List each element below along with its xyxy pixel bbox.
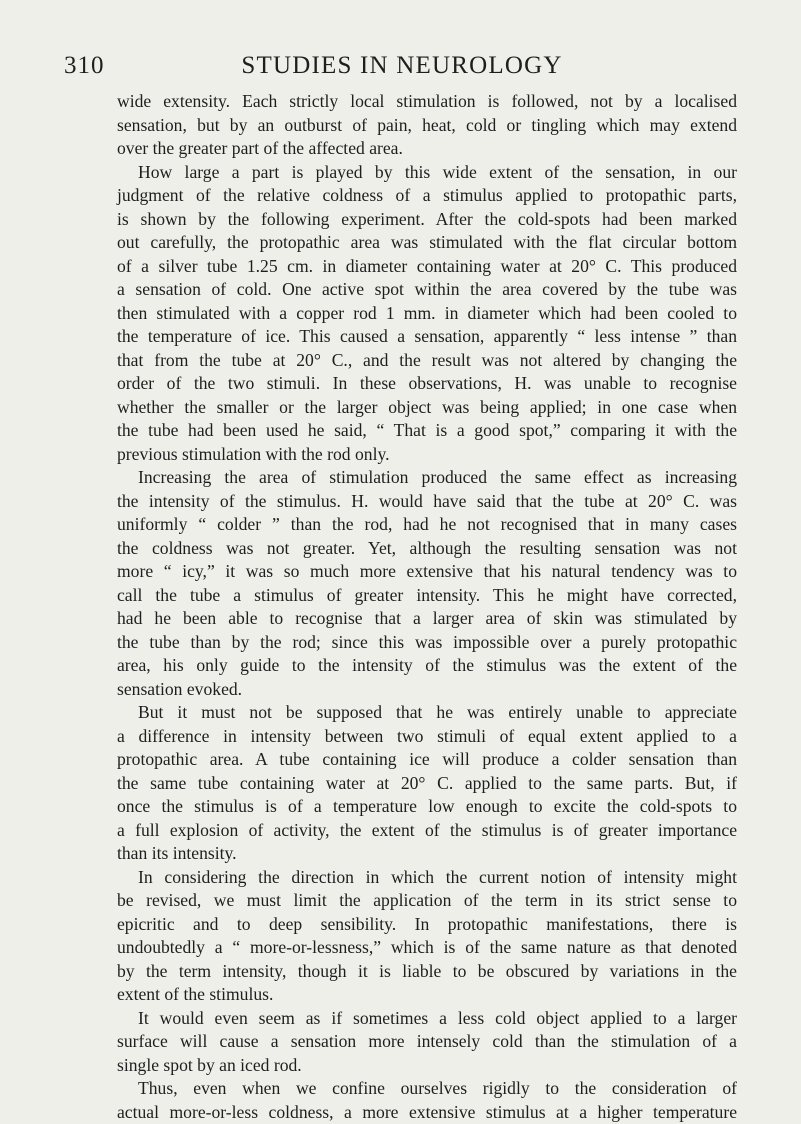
text-line: call the tube a stimulus of greater intensity. This he might have corrected, <box>117 584 737 608</box>
text-line: area, his only guide to the intensity of the stimulus was the extent of the <box>117 654 737 678</box>
text-line: extent of the stimulus. <box>117 983 737 1007</box>
text-line: then stimulated with a copper rod 1 mm. in diameter which had been cooled to <box>117 302 737 326</box>
text-line: the same tube containing water at 20° C. applied to the same parts. But, if <box>117 772 737 796</box>
text-line: surface will cause a sensation more intensely cold than the stimulation of a <box>117 1030 737 1054</box>
running-title: STUDIES IN NEUROLOGY <box>64 52 740 80</box>
page-number: 310 <box>64 52 105 80</box>
text-line: more “ icy,” it was so much more extensive that his natural tendency was to <box>117 560 737 584</box>
text-line: But it must not be supposed that he was entirely unable to appreciate <box>117 701 737 725</box>
text-line: the intensity of the stimulus. H. would have said that the tube at 20° C. was <box>117 490 737 514</box>
text-line: sensation evoked. <box>117 678 737 702</box>
text-line: In considering the direction in which the current notion of intensity might <box>117 866 737 890</box>
text-line: the tube had been used he said, “ That is a good spot,” comparing it with the <box>117 419 737 443</box>
text-line: uniformly “ colder ” than the rod, had he not recognised that in many cases <box>117 513 737 537</box>
text-line: order of the two stimuli. In these observations, H. was unable to recognise <box>117 372 737 396</box>
text-line: the tube than by the rod; since this was impossible over a purely protopathic <box>117 631 737 655</box>
text-line: of a silver tube 1.25 cm. in diameter containing water at 20° C. This produced <box>117 255 737 279</box>
text-line: had he been able to recognise that a larger area of skin was stimulated by <box>117 607 737 631</box>
text-line: a difference in intensity between two stimuli of equal extent applied to a <box>117 725 737 749</box>
text-line: Increasing the area of stimulation produced the same effect as increasing <box>117 466 737 490</box>
text-line: out carefully, the protopathic area was stimulated with the flat circular bottom <box>117 231 737 255</box>
text-line: epicritic and to deep sensibility. In protopathic manifestations, there is <box>117 913 737 937</box>
text-line: judgment of the relative coldness of a stimulus applied to protopathic parts, <box>117 184 737 208</box>
text-line: by the term intensity, though it is liable to be obscured by variations in the <box>117 960 737 984</box>
text-line: the coldness was not greater. Yet, although the resulting sensation was not <box>117 537 737 561</box>
text-line: previous stimulation with the rod only. <box>117 443 737 467</box>
text-line: a sensation of cold. One active spot within the area covered by the tube was <box>117 278 737 302</box>
text-line: whether the smaller or the larger object was being applied; in one case when <box>117 396 737 420</box>
text-line: a full explosion of activity, the extent of the stimulus is of greater importance <box>117 819 737 843</box>
text-line: the temperature of ice. This caused a sensation, apparently “ less intense ” than <box>117 325 737 349</box>
text-line: than its intensity. <box>117 842 737 866</box>
text-line: that from the tube at 20° C., and the result was not altered by changing the <box>117 349 737 373</box>
text-line: Thus, even when we confine ourselves rigidly to the consideration of <box>117 1077 737 1101</box>
text-line: protopathic area. A tube containing ice will produce a colder sensation than <box>117 748 737 772</box>
text-line: sensation, but by an outburst of pain, heat, cold or tingling which may extend <box>117 114 737 138</box>
text-line: be revised, we must limit the application of the term in its strict sense to <box>117 889 737 913</box>
text-line: single spot by an iced rod. <box>117 1054 737 1078</box>
text-line: is shown by the following experiment. After the cold-spots had been marked <box>117 208 737 232</box>
text-line: undoubtedly a “ more-or-lessness,” which is of the same nature as that denoted <box>117 936 737 960</box>
text-line: It would even seem as if sometimes a less cold object applied to a larger <box>117 1007 737 1031</box>
running-head <box>64 52 740 88</box>
text-line: How large a part is played by this wide extent of the sensation, in our <box>117 161 737 185</box>
text-line: actual more-or-less coldness, a more extensive stimulus at a higher temperature <box>117 1101 737 1124</box>
text-line: wide extensity. Each strictly local stimulation is followed, not by a localised <box>117 90 737 114</box>
text-line: once the stimulus is of a temperature low enough to excite the cold-spots to <box>117 795 737 819</box>
text-line: over the greater part of the affected area. <box>117 137 737 161</box>
body-text <box>117 90 737 1124</box>
